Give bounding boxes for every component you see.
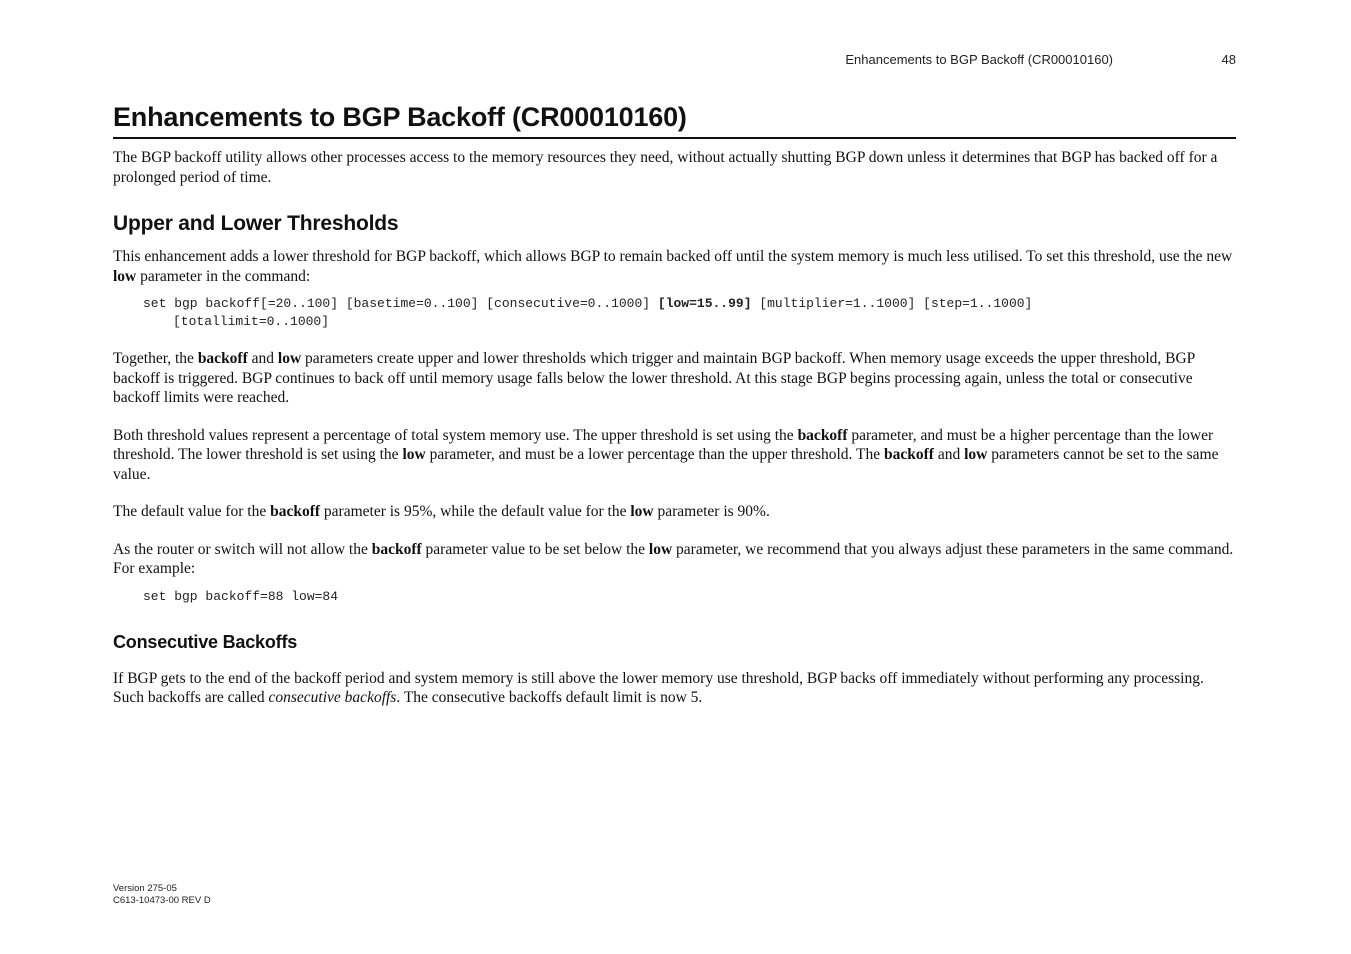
param-backoff: backoff [797,426,848,444]
text-run: Both threshold values represent a percentage of total system memory use. The upper threshold is set using the [113,426,798,444]
section-heading-consecutive: Consecutive Backoffs [113,631,298,652]
thresholds-paragraph-3 [113,426,1236,485]
param-backoff: backoff [884,446,934,463]
running-header [113,52,1236,70]
text-run: parameter in the command: [136,267,311,285]
thresholds-paragraph-1 [113,247,1236,286]
running-header-title: Enhancements to BGP Backoff (CR00010160) [845,52,1113,67]
cmd-text: set bgp backoff=88 low=84 [143,588,339,604]
thresholds-paragraph-5 [113,540,1236,579]
text-run: parameter value to be set below the [421,540,649,558]
text-run: parameters create upper and lower thresholds which trigger and maintain BGP backoff. When memory usage exceeds the upper threshold, BGP backoff is triggered. BGP continues to back off until memory usage falls below the lower threshold. At this stage BGP begins processing again, unless the total or consecutive backoff limits were reached. [113,350,1195,406]
param-backoff: backoff [197,350,248,367]
text-run: parameter is 95%, while the default value for the [320,503,631,520]
text-run: parameter is 90%. [653,503,770,520]
text-run: . The consecutive backoffs default limit is now 5. [396,689,703,706]
param-low: low [964,446,988,463]
consecutive-paragraph [113,669,1236,708]
intro-paragraph [113,148,1236,187]
command-example-2 [113,588,1236,606]
text-run: This enhancement adds a lower threshold for BGP backoff, which allows BGP to remain backed off until the system memory is much less utilised. To set this threshold, use the new [113,248,1233,265]
term-consecutive-backoffs: consecutive backoffs [268,689,397,706]
cmd-param-low: [low=15..99] [657,296,752,311]
text-run: parameters cannot be set to the same value. [113,446,1219,483]
text-run: Together, the [113,350,198,367]
cmd-text: set bgp backoff[=20..100] [basetime=0..100] [consecutive=0..1000] [143,296,658,311]
section-heading-thresholds: Upper and Lower Thresholds [113,212,399,235]
footer-version: Version 275-05 [113,883,177,894]
thresholds-paragraph-4 [113,502,1236,522]
page-number: 48 [1221,52,1236,67]
intro-text: The BGP backoff utility allows other processes access to the memory resources they need, without actually shutting BGP down unless it determines that BGP has backed off for a prolonged period of time. [113,149,1218,186]
command-example-1 [113,295,1236,331]
page-title: Enhancements to BGP Backoff (CR00010160) [113,102,1236,139]
cmd-text: [multiplier=1..1000] [step=1..1000] [751,296,1033,311]
param-backoff: backoff [270,503,321,520]
param-low: low [277,350,302,367]
param-low: low [630,503,654,520]
document-body [113,102,1236,708]
param-backoff: backoff [371,540,422,558]
text-run: As the router or switch will not allow the [113,540,372,558]
text-run: If BGP gets to the end of the backoff period and system memory is still above the lower memory use threshold, BGP backs off immediately without performing any processing. Such backoffs are called [113,669,1204,706]
text-run: and [247,350,278,367]
text-run: parameter, we recommend that you always adjust these parameters in the same command. For example: [113,540,1234,577]
text-run: The default value for the [113,503,271,520]
param-low: low [402,446,426,463]
text-run: and [933,446,965,463]
footer-doc-code: C613-10473-00 REV D [113,894,211,906]
text-run: parameter, and must be a lower percentage than the upper threshold. The [425,446,885,463]
param-low: low [648,540,673,558]
page-footer [113,883,211,906]
cmd-continuation: [totallimit=0..1000] [173,314,330,329]
thresholds-paragraph-2 [113,349,1236,408]
param-low: low [113,267,137,285]
text-run: parameter, and must be a higher percentage than the lower threshold. The lower threshold is set using the [113,426,1214,463]
